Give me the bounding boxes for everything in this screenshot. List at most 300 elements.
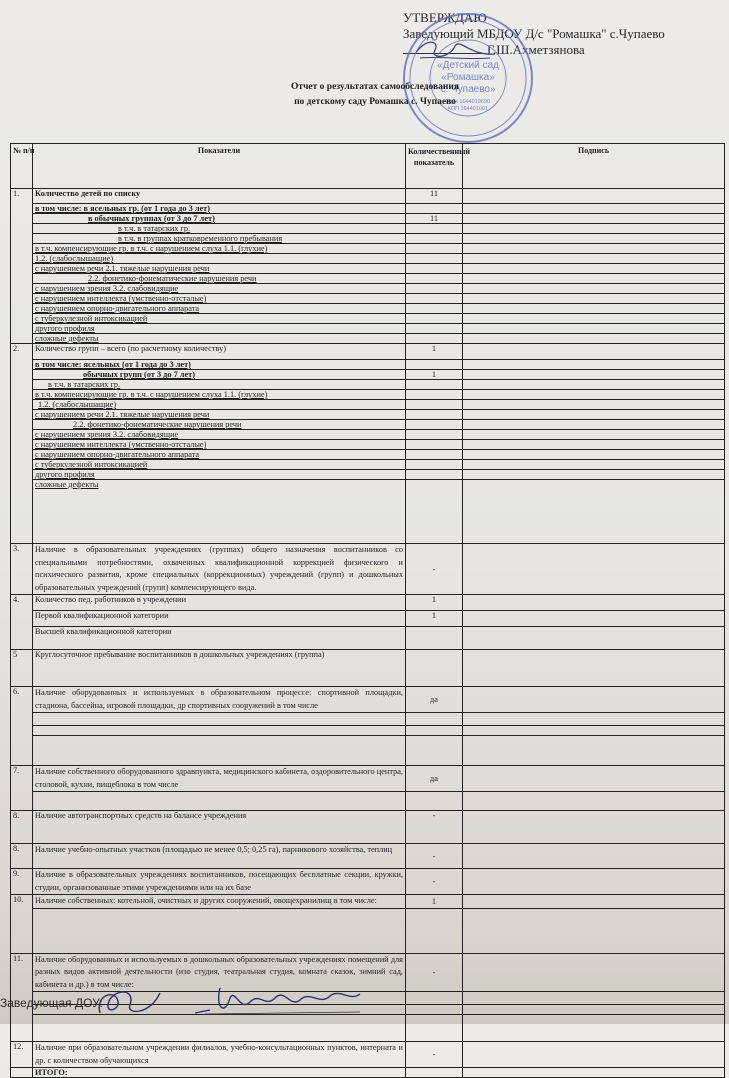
row-indicator [33,595,406,611]
row-signature-cell [463,992,725,1005]
row-signature-cell [463,460,725,470]
indicator-text: сложные дефекты [35,480,99,489]
row-number [11,214,33,224]
table-row [11,736,725,766]
row-signature-cell [463,189,725,204]
indicator-text: 1.2. (слабослышащие) [38,400,117,409]
row-signature-cell [463,953,725,992]
row-value [406,650,463,687]
row-value [406,450,463,460]
row-value [406,440,463,450]
row-value [406,284,463,294]
row-value [406,244,463,254]
row-value: - [406,544,463,595]
indicator-text: 2.2. фонетико-фонематические нарушения речи [73,420,242,429]
row-indicator [33,334,406,344]
row-signature-cell [463,1042,725,1068]
row-indicator [33,189,406,204]
row-signature-cell [463,274,725,284]
row-indicator [33,430,406,440]
table-row [11,650,725,687]
table-row [11,792,725,811]
row-value [406,1015,463,1042]
row-signature-cell [463,380,725,390]
table-row [11,420,725,430]
row-number [11,410,33,420]
row-value: - [406,869,463,895]
row-value: 1 [406,895,463,909]
table-row [11,410,725,420]
indicator-text: в т.ч. в татарских гр. [48,380,121,389]
row-indicator [33,254,406,264]
row-number [11,380,33,390]
row-signature-cell [463,234,725,244]
indicator-text: Наличие автотранспортных средств на балансе учреждения [35,811,247,820]
row-number [11,284,33,294]
row-indicator [33,1068,406,1078]
table-row [11,440,725,450]
row-number: 4. [11,595,33,611]
row-value [406,792,463,811]
row-value [406,294,463,304]
row-number [11,224,33,234]
approval-position: Заведующий МБДОУ Д/с "Ромашка" с.Чупаево [403,26,665,41]
row-value: 1 [406,370,463,380]
row-signature-cell [463,895,725,909]
row-number [11,360,33,370]
table-row [11,344,725,360]
row-number [11,274,33,284]
row-number [11,726,33,736]
row-value [406,400,463,410]
indicator-text: Наличие оборудованных и используемых в дошкольных образовательных учреждениях помещений для разных видов активной деятельности (изо студия, театральная студия, комната сказок, зимний сад, кабинета и др.) в том числе: [35,954,403,989]
row-number [11,480,33,544]
row-signature-cell [463,314,725,324]
indicator-text: 1.2. (слабослышащие) [35,254,114,263]
indicator-text: с нарушением зрения 3.2. слабовидящие [35,430,179,439]
indicator-text: Наличие оборудованных и используемых в образовательном процессе: спортивной площадки, стадиона, бассейна, игровой площадки, др спортивных сооружений в том числе [35,688,403,710]
row-indicator [33,460,406,470]
svg-text:«Ромашка»: «Ромашка» [441,72,495,83]
table-row [11,544,725,595]
indicator-text: Круглосуточное пребывание воспитанников в дошкольных учреждениях (группа) [35,650,325,659]
row-indicator [33,380,406,390]
table-row [11,314,725,324]
row-indicator [33,314,406,324]
row-indicator [33,420,406,430]
row-value: 11 [406,214,463,224]
indicator-text: 2.2. фонетико-фонематические нарушения речи [88,274,257,283]
row-value [406,380,463,390]
table-row [11,895,725,909]
row-number [11,908,33,953]
row-value [406,390,463,400]
row-value [406,360,463,370]
row-signature-cell [463,450,725,460]
table-row [11,380,725,390]
organization-stamp-icon [400,10,536,146]
svg-text:КПП 164401001: КПП 164401001 [447,106,489,112]
row-value [406,420,463,430]
row-number [11,440,33,450]
row-signature-cell [463,470,725,480]
row-number: 2. [11,344,33,360]
row-value [406,314,463,324]
row-indicator [33,470,406,480]
row-number: 1. [11,189,33,204]
row-value [406,274,463,284]
row-value [406,1068,463,1078]
indicator-text: с нарушением речи 2.1. тяжелые нарушения речи [35,264,210,273]
table-row [11,1068,725,1078]
row-number [11,254,33,264]
row-indicator [33,390,406,400]
row-signature-cell [463,811,725,844]
table-row [11,224,725,234]
row-indicator [33,304,406,314]
row-indicator [33,811,406,844]
indicator-text: с туберкулезной интоксикацией [35,460,148,469]
row-number [11,627,33,650]
indicator-text: в т.ч. компенсирующие гр. в т.ч. с нарушением слуха 1.1. (глухие) [35,244,268,253]
row-number [11,304,33,314]
table-row [11,611,725,627]
row-number [11,430,33,440]
row-indicator [33,284,406,294]
row-number [11,1068,33,1078]
approval-name: Г.Ш.Ахметзянова [487,42,585,57]
indicator-text: ИТОГО: [35,1068,68,1077]
table-row [11,811,725,844]
row-number: 8. [11,811,33,844]
row-signature-cell [463,204,725,214]
table-row [11,334,725,344]
row-value: 1 [406,595,463,611]
row-indicator [33,792,406,811]
table-row [11,480,725,544]
header-indicator: Показатели [33,144,406,189]
row-value [406,627,463,650]
indicator-text: обычных групп (от 3 до 7 лет) [83,370,195,379]
report-title [230,80,520,110]
table-row [11,264,725,274]
row-indicator [33,736,406,766]
row-indicator [33,908,406,953]
table-row [11,304,725,314]
indicator-text: с туберкулезной интоксикацией [35,314,148,323]
row-number: 8. [11,844,33,869]
head-signature-icon [190,978,370,1024]
row-number [11,370,33,380]
row-indicator [33,766,406,792]
row-indicator [33,726,406,736]
row-signature-cell [463,400,725,410]
table-row [11,244,725,254]
row-indicator [33,324,406,334]
row-signature-cell [463,1068,725,1078]
table-row [11,234,725,244]
row-value [406,908,463,953]
row-signature-cell [463,304,725,314]
indicator-text: с нарушением речи 2.1. тяжелые нарушения речи [35,410,210,419]
table-row [11,294,725,304]
row-signature-cell [463,254,725,264]
row-indicator [33,611,406,627]
row-number: 10. [11,895,33,909]
table-row [11,869,725,895]
row-number [11,736,33,766]
table-row [11,844,725,869]
row-value [406,480,463,544]
indicator-text: с нарушением интеллекта (умственно-отсталые) [35,294,207,303]
row-indicator [33,294,406,304]
row-signature-cell [463,390,725,400]
row-number: 5 [11,650,33,687]
row-indicator [33,895,406,909]
row-signature-cell [463,284,725,294]
table-row [11,726,725,736]
indicator-text: с нарушением зрения 3.2. слабовидящие [35,284,179,293]
row-signature-cell [463,410,725,420]
row-number [11,324,33,334]
row-number [11,450,33,460]
indicator-text: Количество групп – всего (по расчетному количеству) [35,344,227,353]
row-value [406,264,463,274]
table-row [11,1042,725,1068]
row-value: - [406,811,463,844]
indicator-text: Количество пед. работников в учреждении [35,595,187,604]
indicator-text: в обычных группах (от 3 до 7 лет) [88,214,215,223]
row-signature-cell [463,1015,725,1042]
row-indicator [33,480,406,544]
footer-label: Заведующая ДОУ: [0,996,103,1010]
row-signature-cell [463,726,725,736]
row-value [406,254,463,264]
row-indicator [33,869,406,895]
table-row [11,274,725,284]
row-value [406,334,463,344]
row-value [406,324,463,334]
row-indicator [33,214,406,224]
row-indicator [33,370,406,380]
header-num: № п/п [11,144,33,189]
row-number: 3. [11,544,33,595]
row-value [406,234,463,244]
indicator-text: Количество детей по списку [35,189,141,198]
row-signature-cell [463,440,725,450]
row-number [11,334,33,344]
row-number [11,234,33,244]
table-row [11,450,725,460]
header-qty: Количественный показатель [406,144,463,189]
row-number: 9. [11,869,33,895]
row-signature-cell [463,214,725,224]
row-indicator [33,274,406,284]
row-number [11,314,33,324]
row-number [11,611,33,627]
indicator-text: другого профиля [35,324,95,333]
indicator-text: другого профиля [35,470,95,479]
table-row [11,470,725,480]
indicator-text: Наличие в образовательных учреждениях (группах) общего назначения воспитанников со специальными потребностями, охваченных квалификационной коррекцией физического и психического развития, кроме специальных (коррекционных) учреждений (групп) и дошкольных образовательных учреждений (групп) компенсирующего вида. [35,545,403,592]
svg-text:с. Чупаево»: с. Чупаево» [440,84,496,95]
row-number [11,1015,33,1042]
table-row [11,430,725,440]
row-value: 11 [406,189,463,204]
row-number: 6. [11,687,33,713]
row-number [11,792,33,811]
indicator-text: Наличие собственного оборудованного здравпункта, медицинского кабинета, оздоровительного центра, столовой, кухни, пищеблока в том числе [35,767,403,789]
indicator-text: Наличие собственных: котельной, очистных и других сооружений, овощехранилищ в том числе: [35,896,377,905]
indicator-text: в т.ч. в татарских гр. [118,224,191,233]
row-value: - [406,953,463,992]
table-row [11,400,725,410]
row-value [406,204,463,214]
row-value [406,1005,463,1015]
row-signature-cell [463,687,725,713]
row-signature-cell [463,650,725,687]
row-signature-cell [463,844,725,869]
indicator-text: с нарушением опорно-двигательного аппарата [35,450,200,459]
row-number [11,420,33,430]
row-signature-cell [463,224,725,234]
row-indicator [33,450,406,460]
row-signature-cell [463,766,725,792]
row-number: 12. [11,1042,33,1068]
row-indicator [33,627,406,650]
table-row [11,204,725,214]
row-signature-cell [463,627,725,650]
indicator-text: Наличие учебно-опытных участков (площадью не менее 0,5; 0,25 га), парникового хозяйства, теплиц [35,845,393,854]
table-row [11,908,725,953]
row-number [11,204,33,214]
row-number [11,460,33,470]
row-value [406,726,463,736]
table-row [11,713,725,726]
row-indicator [33,440,406,450]
indicator-text: в том числе: ясельных (от 1 года до 3 лет) [35,360,191,369]
table-row [11,595,725,611]
row-number [11,244,33,254]
row-value [406,713,463,726]
row-signature-cell [463,334,725,344]
row-indicator [33,360,406,370]
row-indicator [33,410,406,420]
row-value [406,430,463,440]
row-signature-cell [463,420,725,430]
header-signature: Подпись [463,144,725,189]
table-row [11,460,725,470]
row-signature-cell [463,324,725,334]
indicator-text: с нарушением опорно-двигательного аппарата [35,304,200,313]
indicator-text: Первой квалификационной категории [35,611,169,620]
row-number [11,264,33,274]
indicator-text: Высшей квалификационной категории [35,627,172,636]
row-indicator [33,204,406,214]
svg-text:ИНН 1644019690: ИНН 1644019690 [445,99,491,105]
row-value [406,304,463,314]
row-indicator [33,650,406,687]
row-indicator [33,844,406,869]
row-signature-cell [463,869,725,895]
indicator-text: Наличие в образовательных учреждениях воспитанников, посещающих бесплатные секции, кружки, студии, организованные этими учреждениями или на их базе [35,870,403,892]
row-value: - [406,844,463,869]
row-value: да [406,766,463,792]
row-indicator [33,224,406,234]
row-value [406,992,463,1005]
row-signature-cell [463,430,725,440]
row-signature-cell [463,344,725,360]
row-value [406,736,463,766]
row-number: 11. [11,953,33,992]
row-value: 1 [406,611,463,627]
table-row [11,214,725,224]
approval-heading: УТВЕРЖДАЮ [403,10,487,25]
table-row [11,189,725,204]
table-row [11,627,725,650]
row-number [11,713,33,726]
table-row [11,370,725,380]
svg-text:«Детский сад: «Детский сад [437,60,499,71]
row-value [406,470,463,480]
row-number [11,390,33,400]
row-value: 1 [406,344,463,360]
row-signature-cell [463,370,725,380]
table-row [11,324,725,334]
table-row [11,766,725,792]
row-indicator [33,544,406,595]
head-signature-initials-icon [90,985,170,1023]
indicator-text: в т.ч. компенсирующие гр. в т.ч. с нарушением слуха 1.1. (глухие) [35,390,268,399]
row-indicator [33,344,406,360]
row-indicator [33,713,406,726]
indicator-text: в т.ч. в группах кратковременного пребывания [118,234,283,243]
table-row [11,254,725,264]
row-signature-cell [463,792,725,811]
row-signature-cell [463,595,725,611]
row-signature-cell [463,611,725,627]
row-number [11,400,33,410]
row-signature-cell [463,1005,725,1015]
row-signature-cell [463,713,725,726]
row-signature-cell [463,480,725,544]
row-signature-cell [463,544,725,595]
row-signature-cell [463,736,725,766]
row-signature-cell [463,244,725,254]
table-row [11,360,725,370]
report-title-line2: по детскому саду Ромашка с. Чупаево [294,97,456,107]
row-value: да [406,687,463,713]
row-signature-cell [463,360,725,370]
indicator-text: с нарушением интеллекта (умственно-отсталые) [35,440,207,449]
row-indicator [33,400,406,410]
row-indicator [33,234,406,244]
row-indicator [33,687,406,713]
indicator-text: в том числе: в ясельных гр. (от 1 года до 3 лет) [35,204,210,213]
table-row [11,284,725,294]
row-indicator [33,244,406,254]
report-title-line1: Отчет о результатах самообследования [291,82,459,92]
row-value [406,224,463,234]
table-row [11,390,725,400]
table-row [11,687,725,713]
row-indicator [33,264,406,274]
indicator-text: Наличие при образовательном учреждении филиалов, учебно-консультационных пунктов, интерната и др. с количеством обучающихся [35,1043,403,1065]
row-value [406,410,463,420]
row-number [11,294,33,304]
row-number [11,470,33,480]
report-table [10,143,725,1078]
